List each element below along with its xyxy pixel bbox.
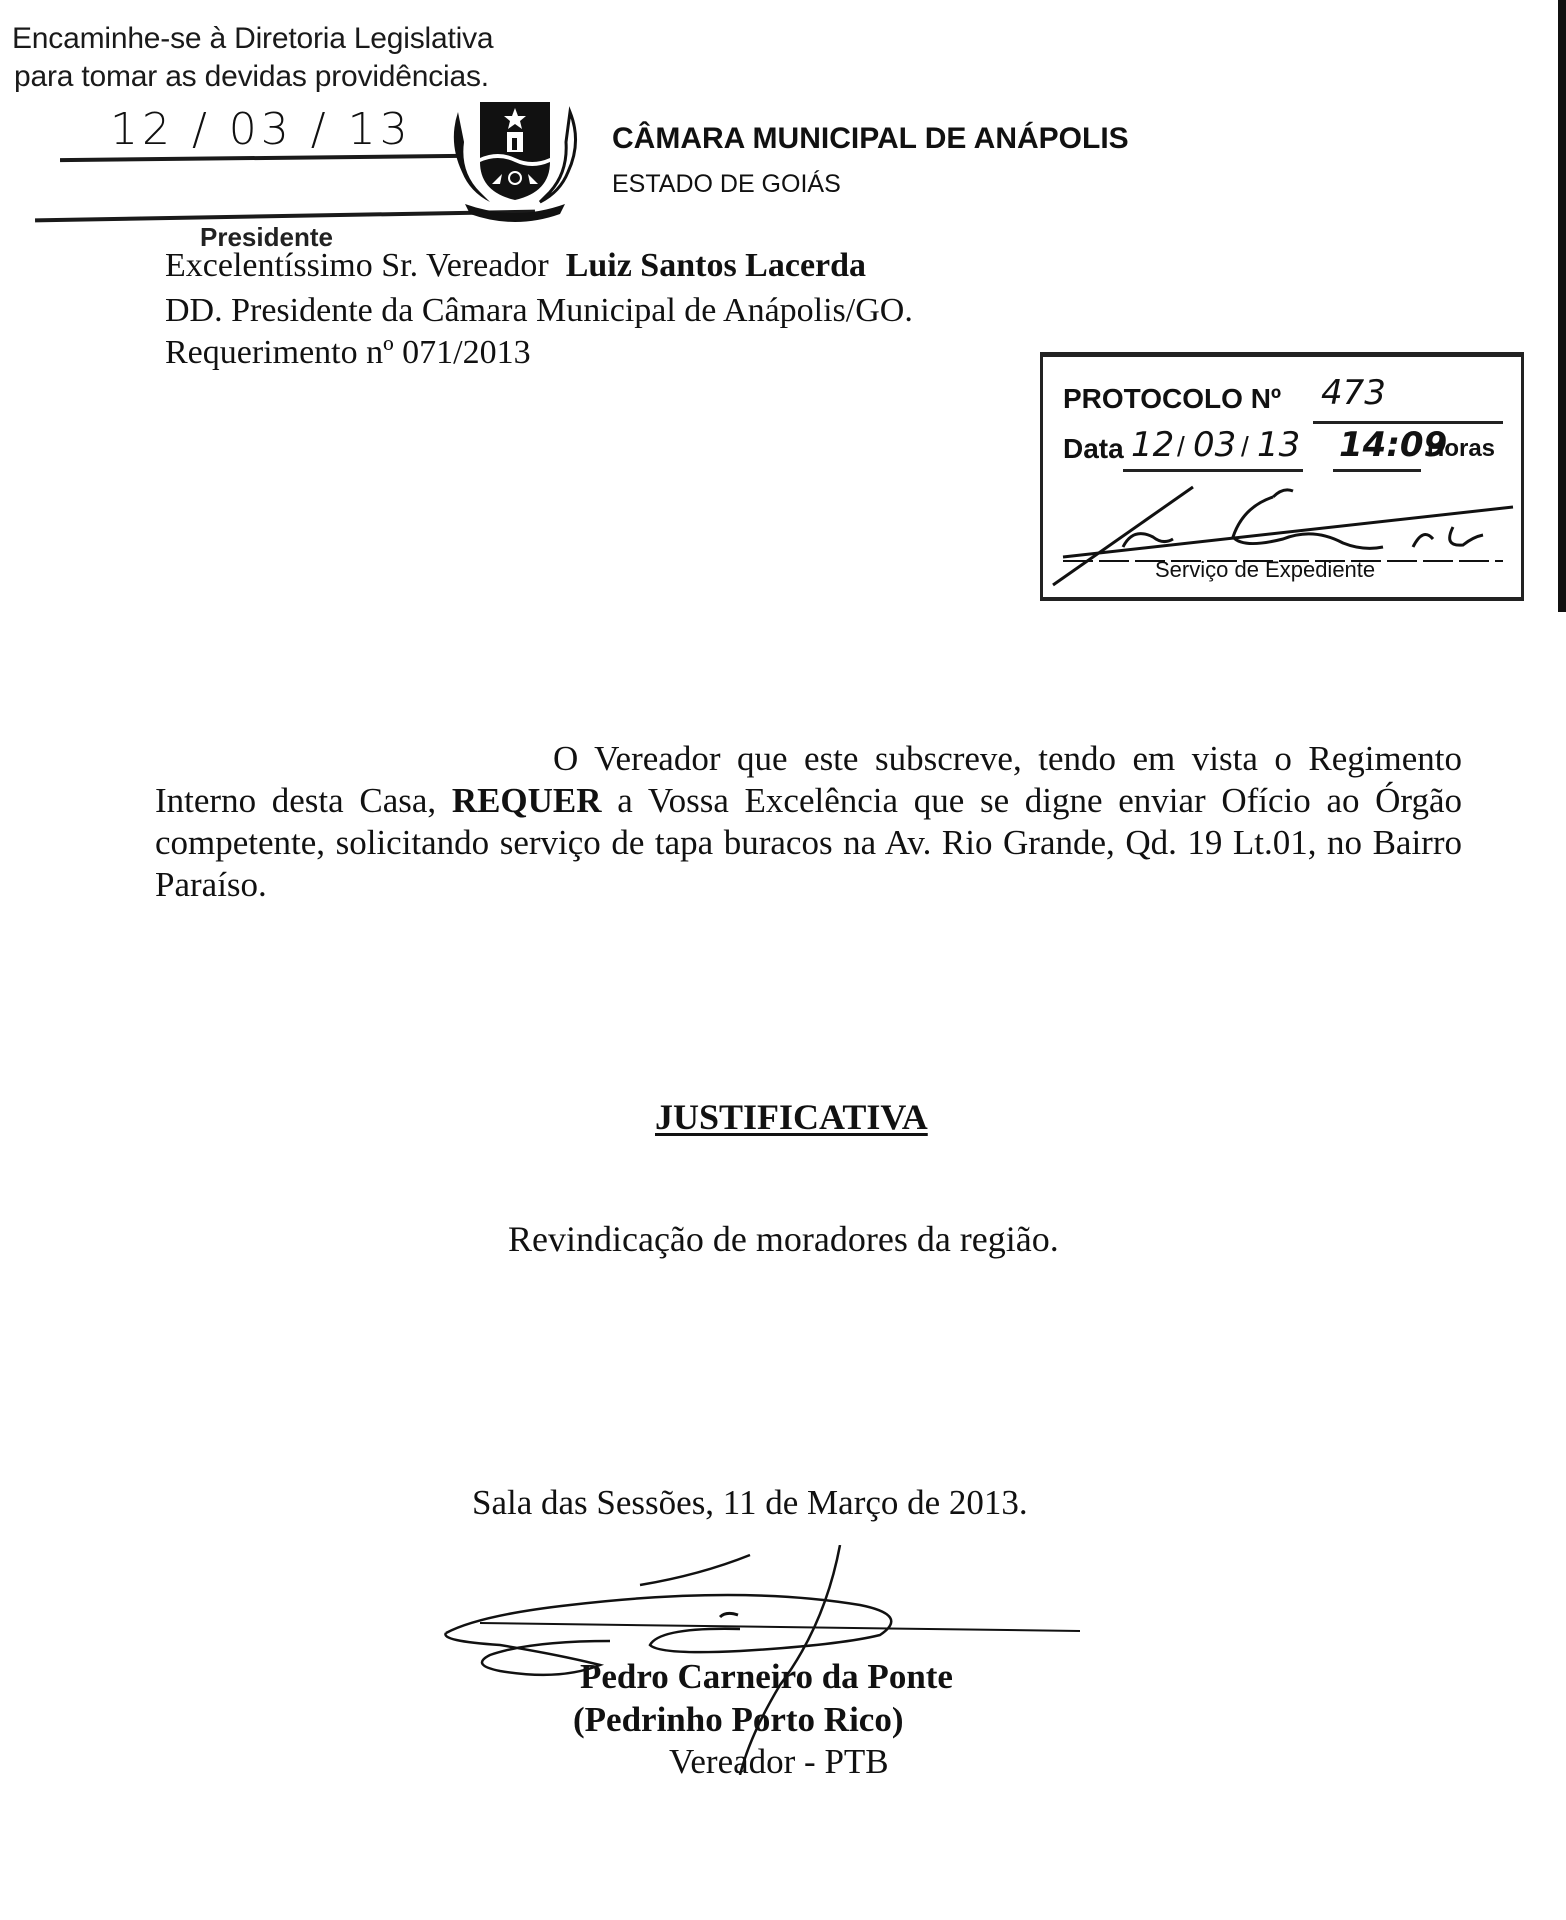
time-underline: [1333, 469, 1421, 472]
body-bold-requer: REQUER: [451, 781, 602, 820]
request-paragraph: [155, 738, 1462, 906]
handwritten-date: 12 / 03 / 13: [110, 104, 412, 155]
stamp-time: 14:09: [1339, 425, 1448, 465]
signatory-nickname: (Pedrinho Porto Rico): [573, 1700, 904, 1739]
stamp-date-day: 12: [1131, 425, 1175, 465]
department-text: Serviço de Expediente: [1155, 557, 1376, 582]
date-underline: [60, 154, 460, 162]
addressee-position: DD. Presidente da Câmara Municipal de Anápolis/GO.: [165, 292, 913, 329]
dispatch-line-1: Encaminhe-se à Diretoria Legislativa: [12, 22, 494, 55]
protocol-number-line: [1313, 421, 1503, 424]
addressee-name: Luiz Santos Lacerda: [565, 247, 867, 284]
stamp-date-year: 13: [1257, 425, 1301, 465]
scan-edge: [1558, 0, 1566, 612]
signatory-name: Pedro Carneiro da Ponte: [580, 1657, 953, 1696]
date-underline: [1123, 469, 1303, 472]
coat-of-arms-icon: [440, 92, 590, 232]
body-text-end: a Vossa Excelência que se digne enviar Ofício ao Órgão competente, solicitando serviço de tapa buracos na Av. Rio Grande, Qd. 19 Lt.01, no Bairro Paraíso.: [155, 781, 1462, 904]
place-and-date: Sala das Sessões, 11 de Março de 2013.: [472, 1483, 1028, 1522]
addressee-salutation: [165, 247, 866, 285]
protocol-number: 473: [1321, 373, 1386, 413]
hours-label: Horas: [1427, 435, 1496, 462]
protocol-stamp: [1040, 352, 1524, 601]
body-text-start: O Vereador que este subscreve, tendo em vista o Regimento Interno desta Casa,: [155, 739, 1462, 820]
signatory-role: Vereador - PTB: [669, 1742, 889, 1781]
stamp-date-month: 03: [1193, 425, 1237, 465]
date-label: Data: [1063, 433, 1124, 464]
salutation-text: Excelentíssimo Sr. Vereador: [165, 247, 549, 284]
president-label: Presidente: [200, 222, 333, 252]
department-label: [1155, 557, 1375, 583]
institution-title: CÂMARA MUNICIPAL DE ANÁPOLIS: [612, 122, 1129, 155]
dispatch-line-2: para tomar as devidas providências.: [14, 60, 489, 93]
date-separator: /: [1241, 431, 1249, 462]
justification-heading: JUSTIFICATIVA: [655, 1097, 928, 1137]
date-separator: /: [1177, 431, 1185, 462]
institution-subtitle: ESTADO DE GOIÁS: [612, 170, 841, 198]
protocol-label: PROTOCOLO Nº: [1063, 383, 1282, 414]
request-reference: Requerimento nº 071/2013: [165, 334, 531, 371]
justification-text: Revindicação de moradores da região.: [508, 1219, 1059, 1259]
